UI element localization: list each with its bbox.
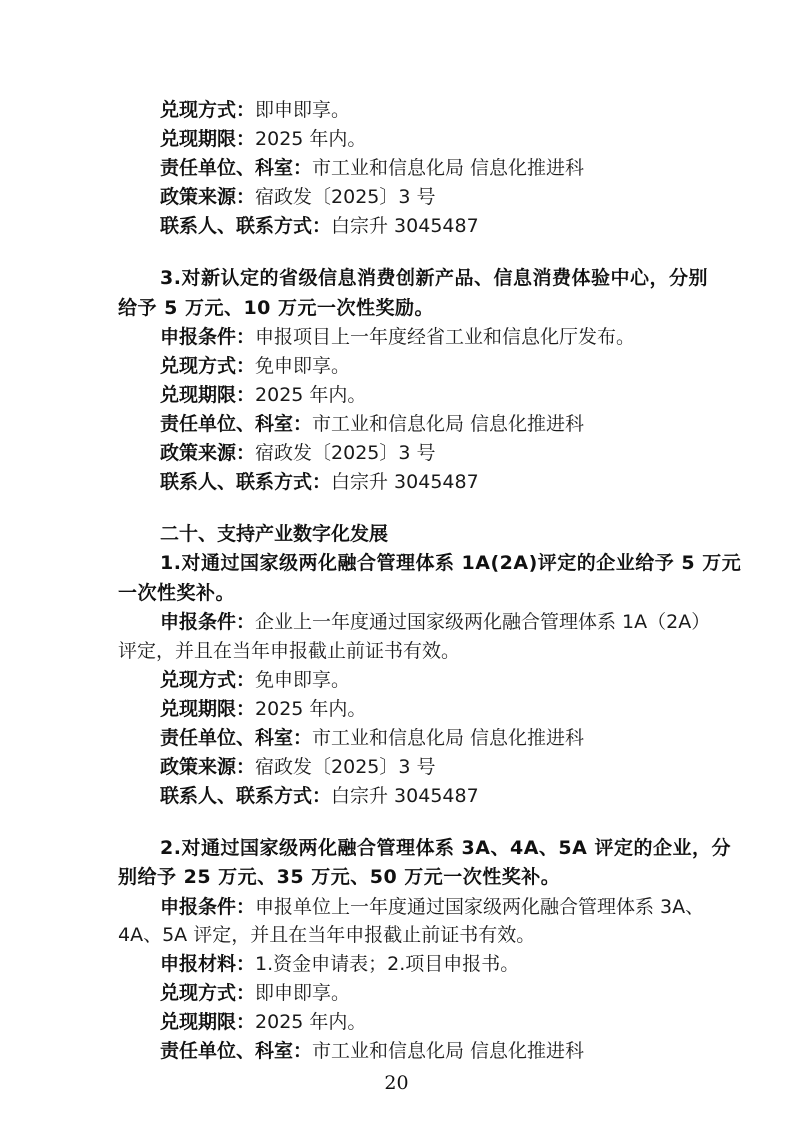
- redeem-period-row: [160, 696, 793, 722]
- apply-condition-cont: [118, 922, 793, 948]
- field-value: 免申即享。: [255, 355, 351, 377]
- contact-row: [160, 213, 793, 239]
- field-value: 2025 年内。: [255, 1011, 367, 1033]
- field-label: 政策来源：: [160, 186, 256, 208]
- field-label: 政策来源：: [160, 442, 256, 464]
- contact-row: [160, 469, 793, 495]
- apply-condition-row: [160, 324, 793, 350]
- field-label: 政策来源：: [160, 756, 256, 778]
- field-label: 联系人、联系方式：: [160, 785, 332, 807]
- field-value: 宿政发〔2025〕3 号: [255, 442, 436, 464]
- redeem-way-row: [160, 97, 793, 123]
- responsible-unit-row: [160, 411, 793, 437]
- redeem-way-row: [160, 667, 793, 693]
- responsible-unit-row: [160, 725, 793, 751]
- field-label: 兑现方式：: [160, 99, 256, 121]
- field-label: 责任单位、科室：: [160, 157, 313, 179]
- responsible-unit-row: [160, 1038, 793, 1064]
- field-value: 4A、5A 评定，并且在当年申报截止前证书有效。: [118, 924, 536, 946]
- field-value: 申报项目上一年度经省工业和信息化厅发布。: [255, 326, 636, 348]
- policy-source-row: [160, 184, 793, 210]
- field-label: 兑现期限：: [160, 384, 256, 406]
- field-label: 兑现方式：: [160, 982, 256, 1004]
- field-value: 白宗升 3045487: [331, 785, 479, 807]
- policy-source-row: [160, 440, 793, 466]
- field-label: 兑现期限：: [160, 128, 256, 150]
- field-label: 兑现方式：: [160, 355, 256, 377]
- redeem-way-row: [160, 980, 793, 1006]
- field-value: 市工业和信息化局 信息化推进科: [312, 157, 585, 179]
- field-label: 兑现期限：: [160, 1011, 256, 1033]
- item-heading-cont: 一次性奖补。: [118, 582, 236, 604]
- field-value: 评定，并且在当年申报截止前证书有效。: [118, 640, 461, 662]
- field-value: 即申即享。: [255, 99, 351, 121]
- field-value: 白宗升 3045487: [331, 215, 479, 237]
- field-value: 宿政发〔2025〕3 号: [255, 186, 436, 208]
- field-label: 兑现期限：: [160, 698, 256, 720]
- field-value: 市工业和信息化局 信息化推进科: [312, 413, 585, 435]
- item-heading-cont: 别给予 25 万元、35 万元、50 万元一次性奖补。: [118, 866, 561, 888]
- field-label: 申报条件：: [160, 611, 256, 633]
- field-label: 责任单位、科室：: [160, 727, 313, 749]
- policy-source-row: [160, 754, 793, 780]
- item-heading-cont: 给予 5 万元、10 万元一次性奖励。: [118, 297, 435, 319]
- redeem-period-row: [160, 1009, 793, 1035]
- field-label: 联系人、联系方式：: [160, 471, 332, 493]
- field-value: 企业上一年度通过国家级两化融合管理体系 1A（2A）: [255, 611, 711, 633]
- item-heading: 2.对通过国家级两化融合管理体系 3A、4A、5A 评定的企业，分: [160, 837, 731, 859]
- field-value: 申报单位上一年度通过国家级两化融合管理体系 3A、: [255, 896, 705, 918]
- section-title: 二十、支持产业数字化发展: [160, 523, 389, 545]
- field-label: 申报材料：: [160, 953, 256, 975]
- field-label: 责任单位、科室：: [160, 413, 313, 435]
- redeem-way-row: [160, 353, 793, 379]
- field-label: 兑现方式：: [160, 669, 256, 691]
- item-heading: 1.对通过国家级两化融合管理体系 1A(2A)评定的企业给予 5 万元: [160, 552, 742, 574]
- contact-row: [160, 783, 793, 809]
- page-number: 20: [384, 1072, 409, 1094]
- field-value: 1.资金申请表；2.项目申报书。: [255, 953, 520, 975]
- field-value: 即申即享。: [255, 982, 351, 1004]
- field-label: 责任单位、科室：: [160, 1040, 313, 1062]
- redeem-period-row: [160, 126, 793, 152]
- apply-condition-row: [160, 894, 793, 920]
- field-value: 2025 年内。: [255, 698, 367, 720]
- field-value: 2025 年内。: [255, 128, 367, 150]
- responsible-unit-row: [160, 155, 793, 181]
- apply-materials-row: [160, 951, 793, 977]
- field-value: 市工业和信息化局 信息化推进科: [312, 727, 585, 749]
- item-heading: 3.对新认定的省级信息消费创新产品、信息消费体验中心，分别: [160, 267, 708, 289]
- apply-condition-cont: [118, 638, 793, 664]
- redeem-period-row: [160, 382, 793, 408]
- field-value: 市工业和信息化局 信息化推进科: [312, 1040, 585, 1062]
- field-value: 2025 年内。: [255, 384, 367, 406]
- field-value: 宿政发〔2025〕3 号: [255, 756, 436, 778]
- field-label: 联系人、联系方式：: [160, 215, 332, 237]
- field-value: 白宗升 3045487: [331, 471, 479, 493]
- field-value: 免申即享。: [255, 669, 351, 691]
- field-label: 申报条件：: [160, 326, 256, 348]
- apply-condition-row: [160, 609, 793, 635]
- field-label: 申报条件：: [160, 896, 256, 918]
